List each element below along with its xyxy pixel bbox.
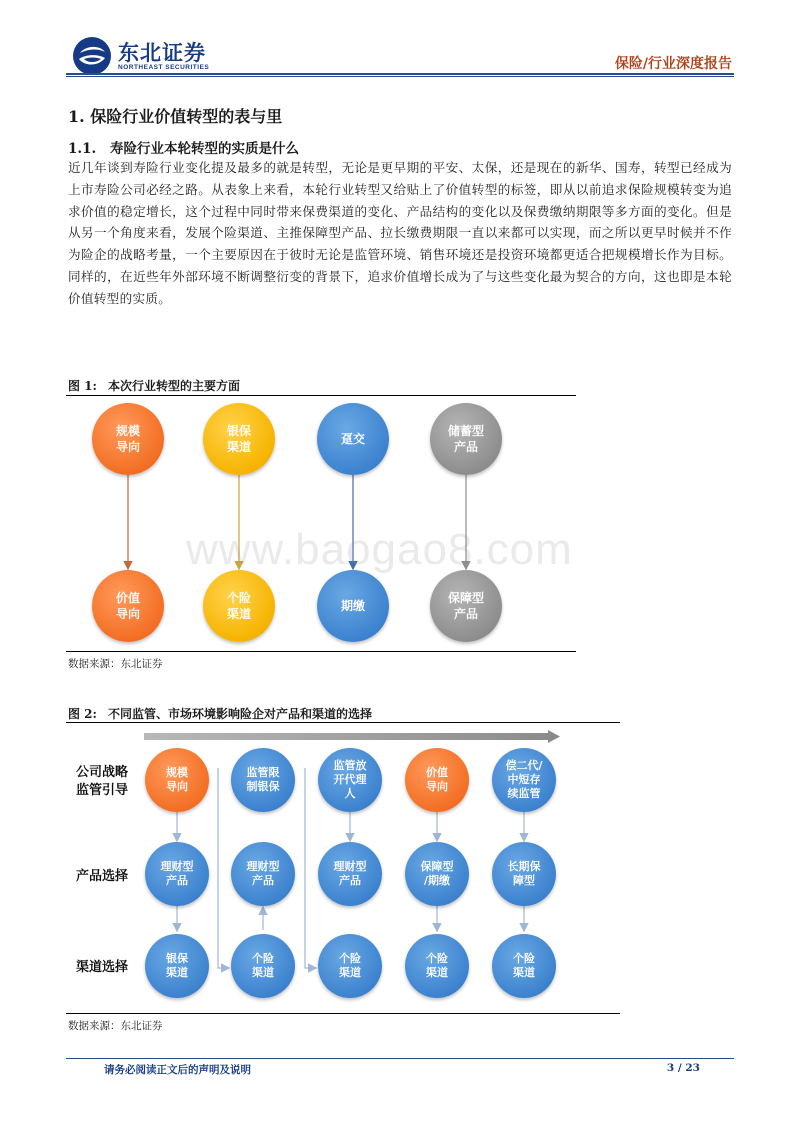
fig1-bottom-agent-channel: 个险 渠道: [203, 570, 275, 642]
fig2-channel-2: 个险 渠道: [231, 934, 295, 998]
fig2-channel-3: 个险 渠道: [318, 934, 382, 998]
figure2-caption: 不同监管、市场环境影响险企对产品和渠道的选择: [108, 707, 373, 721]
fig2-row-label-strategy: 公司战略 监管引导: [75, 765, 128, 798]
fig1-top-scale-oriented: 规模 导向: [92, 403, 164, 475]
figure1-label: 图 1:: [68, 379, 97, 393]
logo-text-en: NORTHEAST SECURITIES: [118, 64, 210, 71]
fig1-bottom-protection-products: 保障型 产品: [430, 570, 502, 642]
fig2-strategy-3: 监管放 开代理 人: [318, 748, 382, 812]
figure2-label: 图 2:: [68, 707, 97, 721]
watermark: www.baogao8.com: [186, 525, 573, 574]
footer-divider: [66, 1058, 734, 1059]
logo-text-cn: 东北证券: [118, 41, 206, 65]
fig2-product-1: 理财型 产品: [145, 842, 209, 906]
body-paragraph: 近几年谈到寿险行业变化提及最多的就是转型，无论是更早期的平安、太保，还是现在的新华、国寿，转型已经成为上市寿险公司必经之路。从表象上来看，本轮行业转型又给贴上了价值转型的标签，即从以前追求保险规模转变为追求价值的稳定增长，这个过程中同时带来保费渠道的变化、产品结构的变化以及保费缴纳期限等多方面的变化。但是从另一个角度来看，发展个险渠道、主推保障型产品、拉长缴费期限一直以来都可以实现，而之所以更早时候并不作为险企的战略考量，一个主要原因在于彼时无论是监管环境、销售环境还是投资环境都更适合把规模增长作为目标。同样的，在近些年外部环境不断调整衍变的背景下，追求价值增长成为了与这些变化最为契合的方向，这也即是本轮价值转型的实质。: [68, 160, 732, 306]
figure2-timeline-arrow: [144, 730, 560, 743]
figure1-source: 数据来源：东北证券: [68, 658, 163, 670]
page-number: 3 / 23: [666, 1062, 700, 1074]
report-type: 保险/行业深度报告: [614, 56, 732, 72]
fig2-product-2: 理财型 产品: [231, 842, 295, 906]
subsection-number: 1.1.: [68, 141, 97, 157]
subsection-title: 寿险行业本轮转型的实质是什么: [110, 141, 299, 157]
figure1-caption: 本次行业转型的主要方面: [108, 379, 241, 393]
fig2-row-label-channel: 渠道选择: [75, 960, 128, 975]
fig2-product-3: 理财型 产品: [318, 842, 382, 906]
fig2-strategy-5: 偿二代/ 中短存 续监管: [492, 748, 556, 812]
fig1-top-single-premium: 趸交: [317, 403, 389, 475]
fig2-strategy-2: 监管限 制银保: [231, 748, 295, 812]
fig2-channel-4: 个险 渠道: [405, 934, 469, 998]
section-heading: 1. 保险行业价值转型的表与里: [68, 107, 283, 126]
figure2-bottom-rule: [66, 1013, 620, 1014]
fig1-top-savings-products: 储蓄型 产品: [430, 403, 502, 475]
fig1-bottom-value-oriented: 价值 导向: [92, 570, 164, 642]
fig2-product-5: 长期保 障型: [492, 842, 556, 906]
fig2-strategy-1: 规模 导向: [145, 748, 209, 812]
fig2-product-4: 保障型 /期缴: [405, 842, 469, 906]
fig2-row-label-product: 产品选择: [75, 869, 128, 884]
fig1-bottom-regular-premium: 期缴: [317, 570, 389, 642]
footer-disclaimer: 请务必阅读正文后的声明及说明: [104, 1064, 251, 1076]
fig1-top-bancassurance: 银保 渠道: [203, 403, 275, 475]
fig2-channel-1: 银保 渠道: [145, 934, 209, 998]
fig2-strategy-4: 价值 导向: [405, 748, 469, 812]
figure2-source: 数据来源：东北证券: [68, 1020, 163, 1032]
fig2-channel-5: 个险 渠道: [492, 934, 556, 998]
